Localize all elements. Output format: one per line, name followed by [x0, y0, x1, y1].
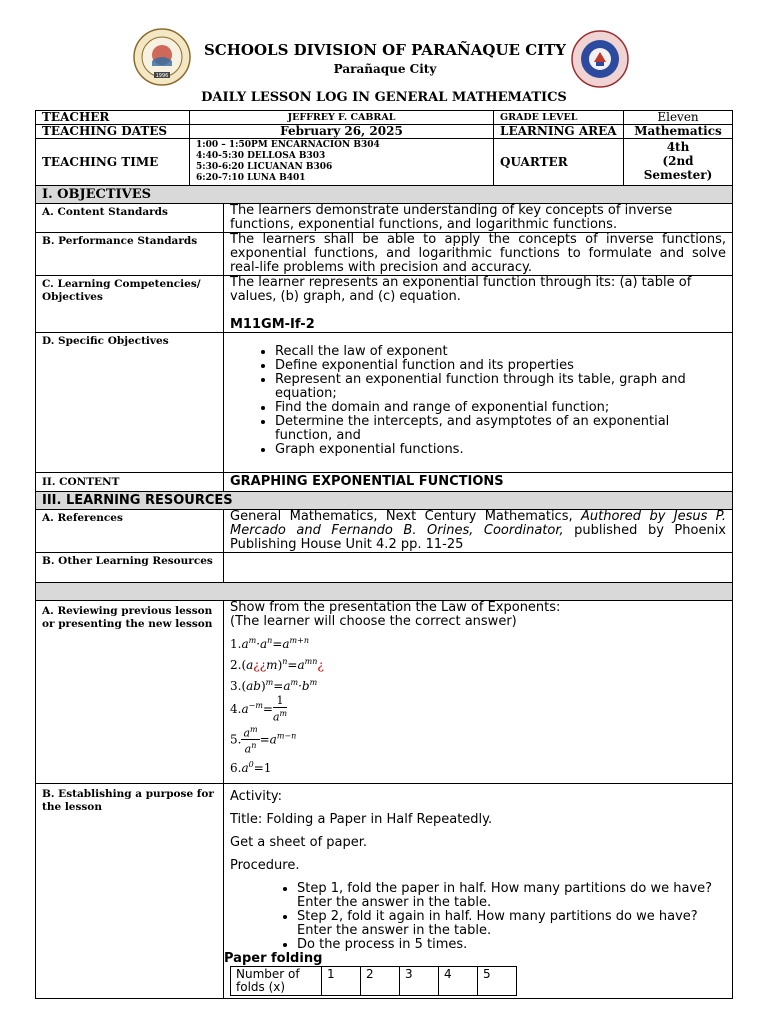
- specific-objectives-list: [230, 345, 726, 457]
- deped-seal: [571, 30, 629, 88]
- objectives-heading: I. OBJECTIVES: [36, 186, 733, 204]
- law-5: 5. $\frac{a^m}{a^n}$ $=a^{m-n}$: [230, 724, 297, 756]
- table-cell: 4: [439, 967, 478, 996]
- svg-text:1996: 1996: [155, 73, 169, 79]
- table-cell: 3: [400, 967, 439, 996]
- table-cell: 5: [478, 967, 517, 996]
- list-item: • Define exponential function and its properties: [275, 359, 726, 373]
- law-4: $4.a^{-m}=$ $\frac{1}{a^m}$: [230, 694, 288, 724]
- performance-standards-label: B. Performance Standards: [36, 233, 224, 276]
- review-label: A. Reviewing previous lesson or presenting the new lesson: [36, 601, 224, 784]
- table-cell: 1: [322, 967, 361, 996]
- resources-heading: III. LEARNING RESOURCES: [36, 492, 733, 510]
- procedure-steps: [230, 882, 726, 952]
- document-title: DAILY LESSON LOG IN GENERAL MATHEMATICS: [201, 90, 567, 105]
- folding-table: [230, 966, 517, 996]
- other-resources-label: B. Other Learning Resources: [36, 553, 224, 583]
- procedure-heading: [36, 583, 733, 601]
- references: General Mathematics, Next Century Mathematics, Authored by Jesus P. Mercado and Fernando B. Orines, Coordinator, published by Phoenix Publishing House Unit 4.2 pp. 11-25: [224, 510, 733, 553]
- teacher-label: TEACHER: [36, 111, 190, 125]
- content-standards: The learners demonstrate understanding of key concepts of inverse functions, exponential functions, and logarithmic functions.: [224, 204, 733, 233]
- references-label: A. References: [36, 510, 224, 553]
- document-header: [0, 28, 768, 88]
- performance-standards: The learners shall be able to apply the concepts of inverse functions, exponential functions, and logarithmic functions to formulate and solve real-life problems with precision and accuracy.: [224, 233, 733, 276]
- other-resources: [224, 553, 733, 583]
- purpose-label: B. Establishing a purpose for the lesson: [36, 784, 224, 999]
- list-item: • Step 1, fold the paper in half. How many partitions do we have? Enter the answer in the table.: [297, 882, 726, 910]
- division-seal: [133, 28, 191, 86]
- exponent-laws: [230, 632, 726, 777]
- list-item: • Represent an exponential function through its table, graph and equation;: [275, 373, 726, 401]
- quarter-label: QUARTER: [494, 139, 624, 186]
- list-item: • Find the domain and range of exponential function;: [275, 401, 726, 415]
- lesson-table: [35, 185, 733, 999]
- competencies-label: C. Learning Competencies/ Objectives: [36, 276, 224, 333]
- list-item: • Graph exponential functions.: [275, 443, 726, 457]
- division-title: SCHOOLS DIVISION OF PARAÑAQUE CITY: [203, 41, 567, 59]
- list-item: • Step 2, fold it again in half. How many partitions do we have? Enter the answer in the table.: [297, 910, 726, 938]
- competencies: The learner represents an exponential function through its: (a) table of values, (b) graph, and (c) equation. M11GM-If-2: [224, 276, 733, 333]
- info-table: [35, 110, 733, 186]
- review-content: Show from the presentation the Law of Exponents: (The learner will choose the correct answer) $1.a^m\cdot a^n=a^{m+n}$ $2.(a¿¿m)^n=a^{mn}¿$ $3.(ab)^m=a^m\cdot b^m$ $4.a^{-m}=$ $\frac{1}{a^m}$ 5. $\frac{a^m}{a^n}$ $=a^{m-n}$ $6.a^0=1$: [224, 601, 733, 784]
- purpose-content: Activity: Title: Folding a Paper in Half Repeatedly. Get a sheet of paper. Procedure. • Step 1, fold the paper in half. How many partitions do we have? Enter the answer in the table. • Step 2, fold it again in half. How many partitions do we have? Enter the answer in the table. • Do the process in 5 times. Paper folding Number of folds (x) 1 2 3 4 5: [224, 784, 733, 999]
- dates-label: TEACHING DATES: [36, 125, 190, 139]
- law-3: $3.(ab)^m=a^m\cdot b^m$: [230, 678, 318, 693]
- area-value: Mathematics: [624, 125, 733, 139]
- table-cell: 2: [361, 967, 400, 996]
- content-standards-label: A. Content Standards: [36, 204, 224, 233]
- quarter-value: 4th (2nd Semester): [624, 139, 733, 186]
- content-topic: GRAPHING EXPONENTIAL FUNCTIONS: [224, 473, 733, 492]
- folding-table-title: Paper folding: [224, 951, 323, 966]
- specific-objectives: [224, 333, 733, 473]
- dates-value: February 26, 2025: [190, 125, 494, 139]
- specific-objectives-label: D. Specific Objectives: [36, 333, 224, 473]
- time-schedule: 1:00 – 1:50PM ENCARNACION B304 4:40-5:30 DELLOSA B303 5:30-6:20 LICUANAN B306 6:20-7:10 LUNA B401: [190, 139, 494, 186]
- grade-label: GRADE LEVEL: [494, 111, 624, 125]
- time-label: TEACHING TIME: [36, 139, 190, 186]
- content-label: II. CONTENT: [36, 473, 224, 492]
- folding-table-header: Number of folds (x): [231, 967, 322, 996]
- law-2: $2.(a¿¿m)^n=a^{mn}¿$: [230, 657, 324, 672]
- teacher-name: JEFFREY F. CABRAL: [190, 111, 494, 125]
- list-item: • Recall the law of exponent: [275, 345, 726, 359]
- competency-code: M11GM-If-2: [230, 317, 315, 332]
- area-label: LEARNING AREA: [494, 125, 624, 139]
- law-1: $1.a^m\cdot a^n=a^{m+n}$: [230, 636, 309, 651]
- city-subtitle: Parañaque City: [333, 62, 437, 76]
- grade-value: Eleven: [624, 111, 733, 125]
- law-6: $6.a^0=1$: [230, 759, 272, 775]
- list-item: • Determine the intercepts, and asymptotes of an exponential function, and: [275, 415, 726, 443]
- list-item: • Do the process in 5 times.: [297, 938, 726, 952]
